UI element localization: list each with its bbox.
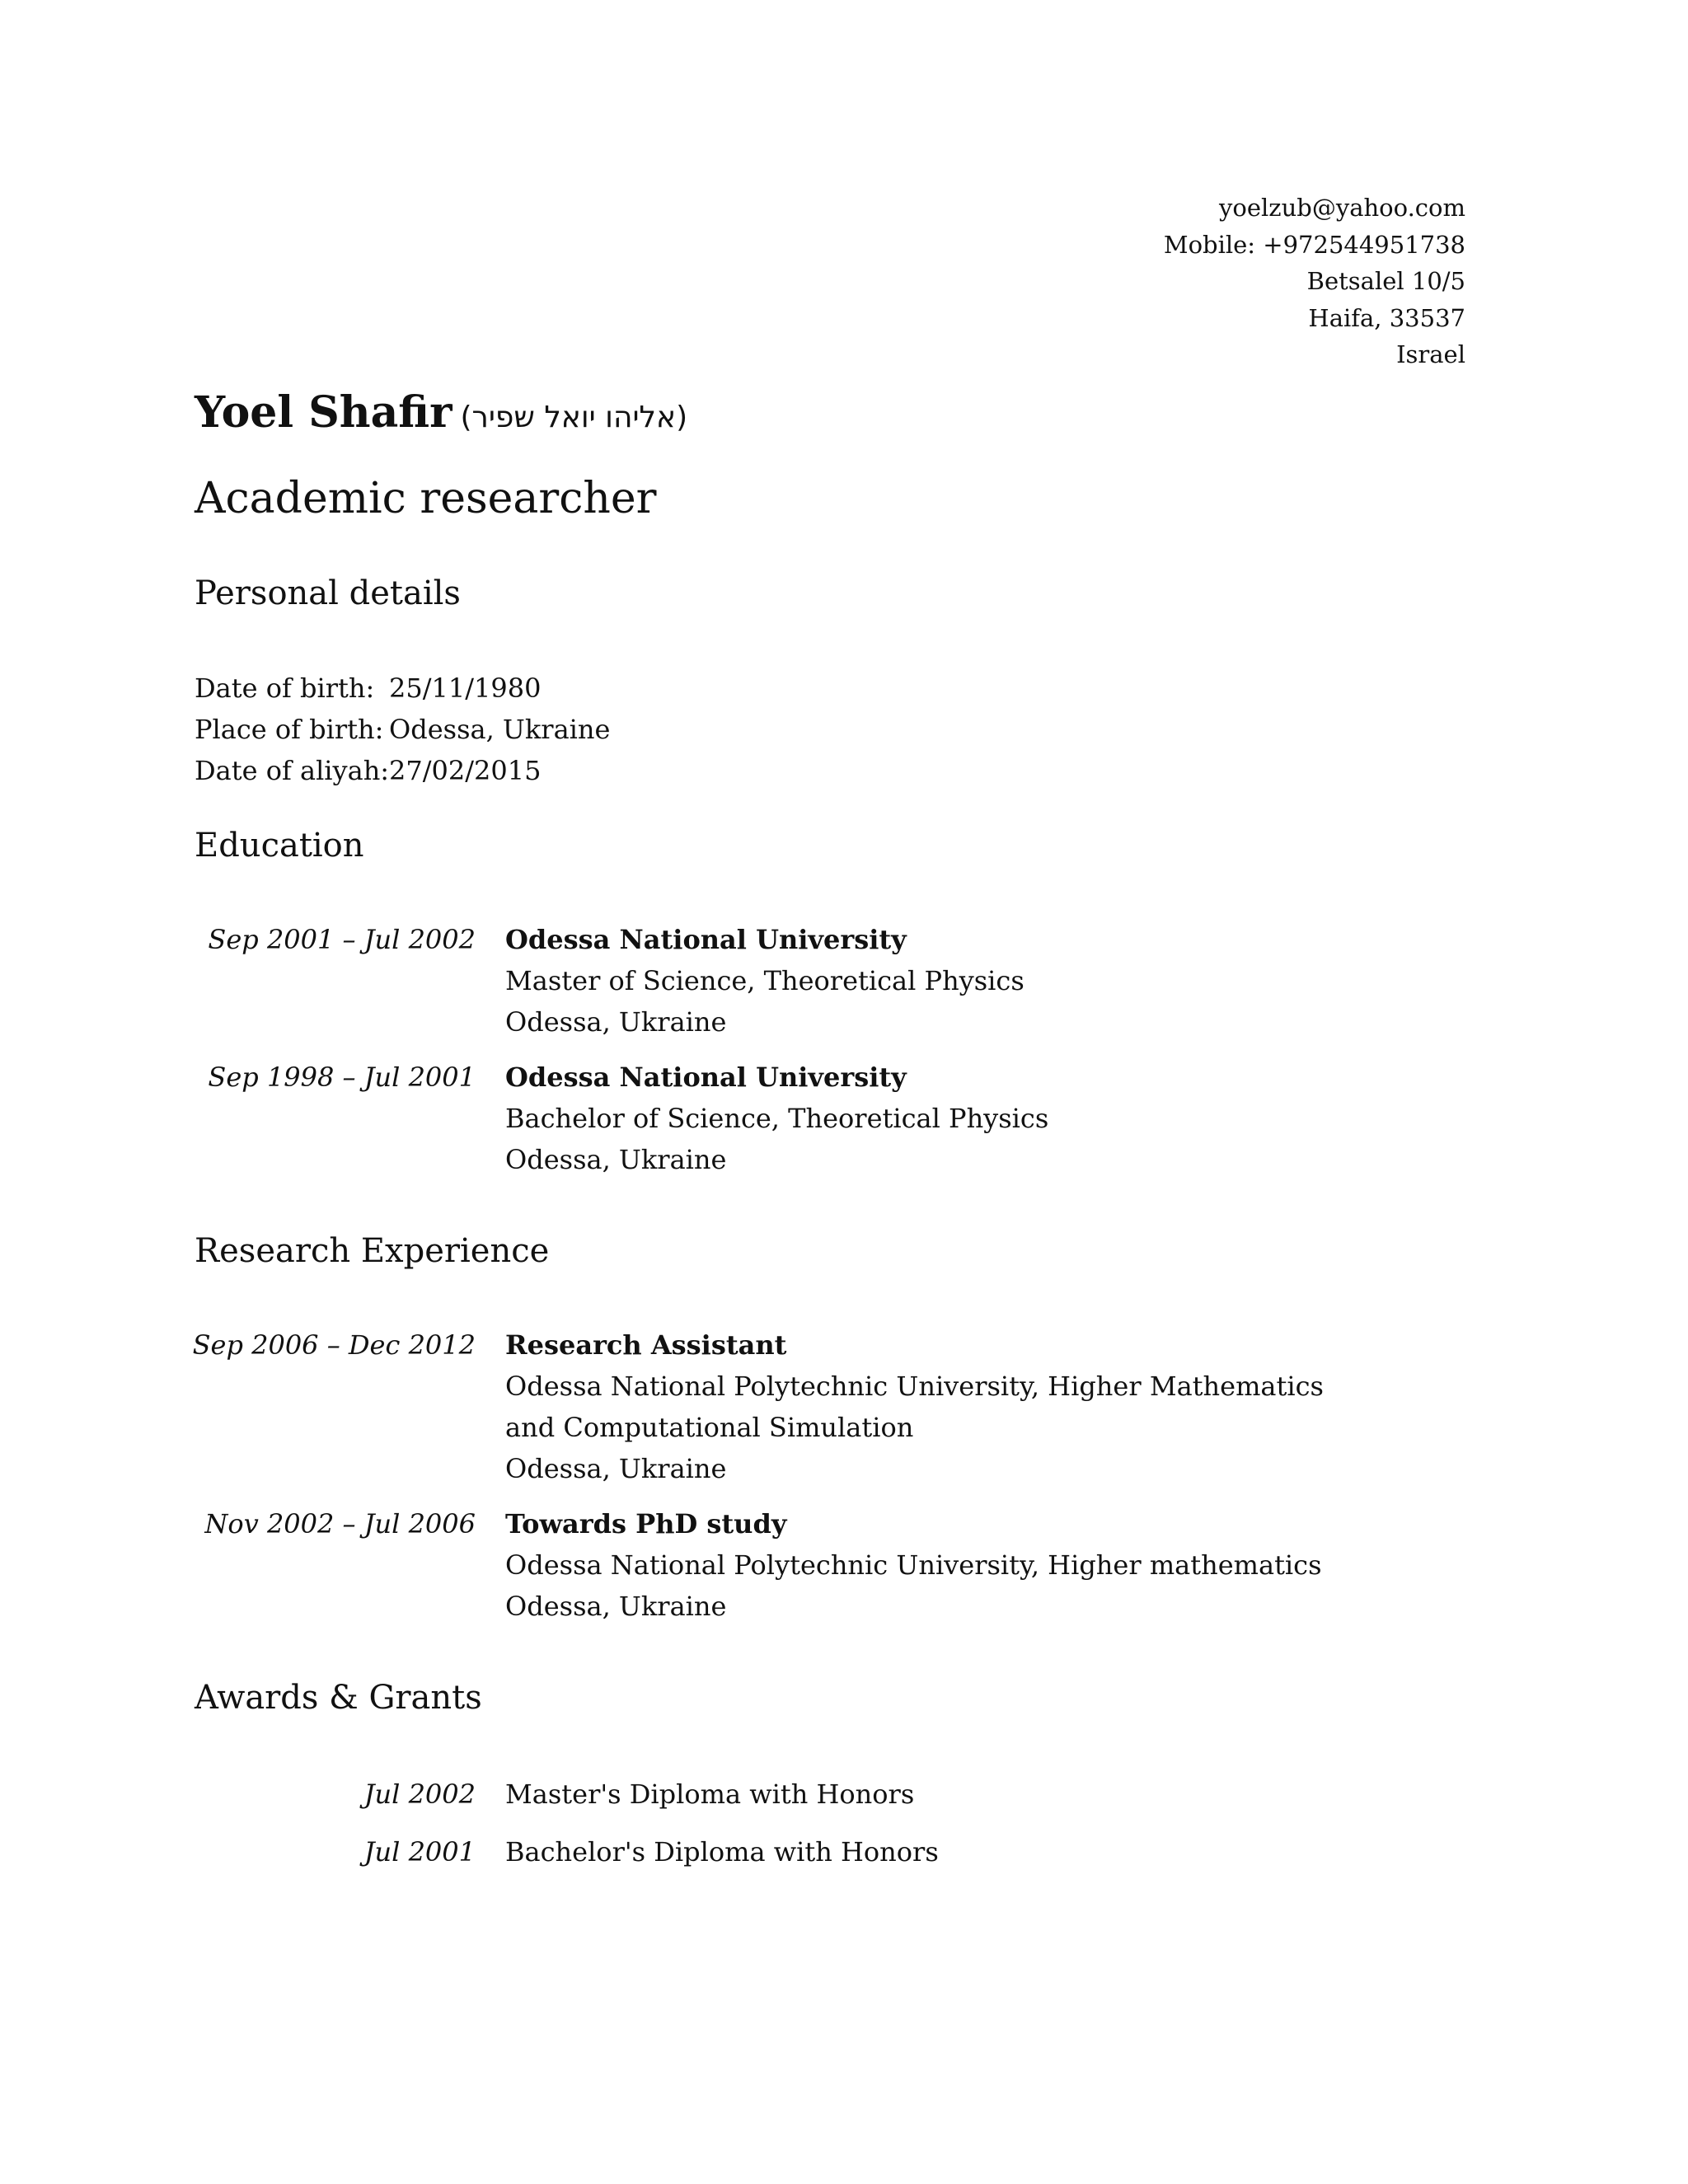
entry-location: Odessa, Ukraine xyxy=(505,1453,727,1484)
award-date: Jul 2001 xyxy=(363,1836,476,1868)
education-heading: Education xyxy=(195,827,364,865)
research-heading: Research Experience xyxy=(195,1232,550,1270)
award-body xyxy=(505,1831,1371,1872)
contact-street: Betsalel 10/5 xyxy=(1306,267,1465,295)
entry-title: Towards PhD study xyxy=(505,1508,787,1540)
person-name: Yoel Shafir xyxy=(195,387,452,438)
detail-value: 27/02/2015 xyxy=(389,755,542,786)
entry-dates: Sep 2006 – Dec 2012 xyxy=(192,1329,476,1361)
entry-detail: Odessa National Polytechnic University, Higher mathematics xyxy=(505,1549,1322,1581)
entry-dates: Sep 2001 – Jul 2002 xyxy=(208,924,476,955)
award-date: Jul 2002 xyxy=(363,1779,476,1810)
entry-title: Research Assistant xyxy=(505,1329,787,1361)
contact-city: Haifa, 33537 xyxy=(1308,303,1465,332)
detail-label: Date of birth: xyxy=(195,673,375,704)
entry-body xyxy=(505,1503,1371,1627)
detail-value: Odessa, Ukraine xyxy=(389,714,611,745)
hebrew-name: (אליהו יואל שפיר) xyxy=(460,401,688,434)
entry-location: Odessa, Ukraine xyxy=(505,1006,727,1038)
award-text: Bachelor's Diploma with Honors xyxy=(505,1836,939,1868)
entry-body xyxy=(505,1057,1371,1180)
detail-value: 25/11/1980 xyxy=(389,673,542,704)
detail-row xyxy=(195,750,610,791)
entry-detail: Bachelor of Science, Theoretical Physics xyxy=(505,1103,1049,1134)
entry-dates: Nov 2002 – Jul 2006 xyxy=(204,1508,476,1540)
entry-body xyxy=(505,1324,1338,1489)
award-text: Master's Diploma with Honors xyxy=(505,1779,915,1810)
entry-title: Odessa National University xyxy=(505,1062,907,1093)
name-line xyxy=(195,387,688,438)
entry-location: Odessa, Ukraine xyxy=(505,1144,727,1175)
detail-row xyxy=(195,709,610,750)
entry-detail: Master of Science, Theoretical Physics xyxy=(505,965,1025,996)
entry-detail: Odessa National Polytechnic University, Higher Mathematics and Computational Simulation xyxy=(505,1371,1324,1443)
contact-mobile: Mobile: +972544951738 xyxy=(1163,230,1465,259)
award-body xyxy=(505,1774,1371,1815)
detail-label: Date of aliyah: xyxy=(195,755,390,786)
contact-country: Israel xyxy=(1396,340,1465,368)
awards-heading: Awards & Grants xyxy=(195,1679,482,1717)
contact-email[interactable]: yoelzub@yahoo.com xyxy=(1219,194,1465,222)
profession-subtitle: Academic researcher xyxy=(195,474,657,523)
personal-details-table xyxy=(195,668,610,791)
detail-label: Place of birth: xyxy=(195,714,384,745)
entry-title: Odessa National University xyxy=(505,924,907,955)
entry-dates: Sep 1998 – Jul 2001 xyxy=(208,1062,476,1093)
entry-location: Odessa, Ukraine xyxy=(505,1591,727,1622)
contact-block xyxy=(1164,190,1465,373)
personal-details-heading: Personal details xyxy=(195,574,461,612)
detail-row xyxy=(195,668,610,709)
entry-body xyxy=(505,919,1371,1043)
